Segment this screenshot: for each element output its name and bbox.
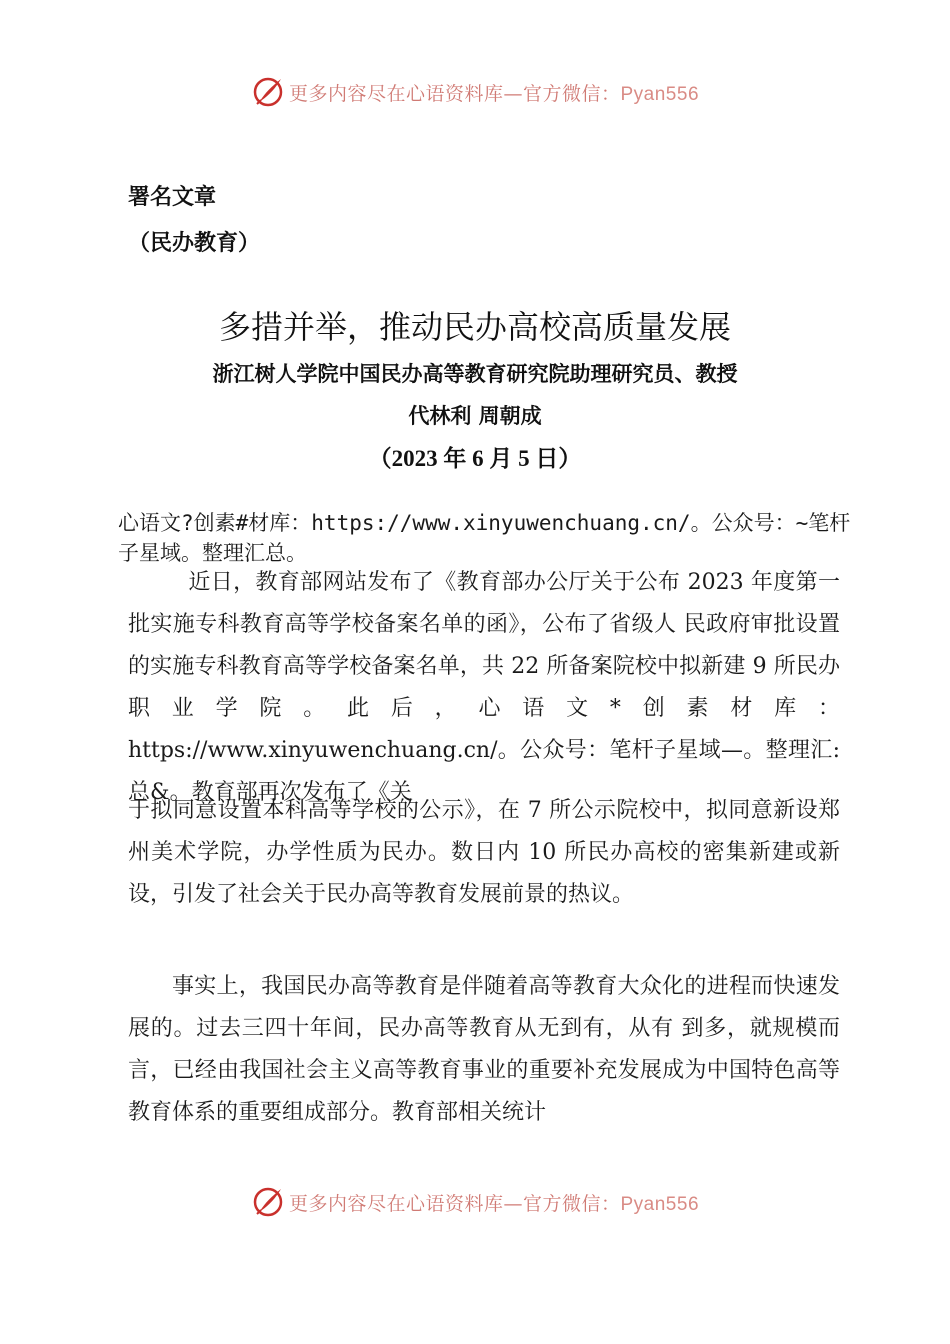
banner-text [289, 79, 699, 106]
article-title: 多措并举，推动民办高校高质量发展 [218, 308, 731, 346]
quill-pen-logo-icon [251, 75, 285, 109]
paragraph-1 [128, 562, 840, 814]
quill-pen-logo-icon [251, 1185, 285, 1219]
banner-promo: 更多内容尽在心语资料库—官方微信： [288, 82, 621, 105]
article-date: （2023 年 6 月 5 日） [368, 446, 582, 471]
watermark-line: 心语文?创素#材库：https://www.xinyuwenchuang.cn/。公众号：~笔杆子星域。整理汇总。 [118, 511, 851, 565]
paragraph-1-continued: 于拟同意设置本科高等学校的公示》，在 7 所公示院校中，拟同意新设郑州美术学院，办学性质为民办。数日内 10 所民办高校的密集新建或新设，引发了社会关于民办高等教育发展前景的热议。 [128, 798, 840, 907]
author-affiliation: 浙江树人学院中国民办高等教育研究院助理研究员、教授 [212, 361, 738, 386]
banner-account: Pyan556 [620, 83, 700, 105]
paragraph-1-text: 近日，教育部网站发布了《教育部办公厅关于公布 2023 年度第一批实施专科教育高等学校备案名单的函》，公布了省级人 民政府审批设置的实施专科教育高等学校备案名单，共 22 所备案院校中拟新建 9 所民办职业学院。此后，心语文*创素材库：https://www.xinyuwenchuang.cn/。公众号：笔杆子星域—。整理汇:总&。教育部再次发布了《关 [128, 570, 840, 805]
banner-promo: 更多内容尽在心语资料库—官方微信： [288, 1192, 621, 1215]
banner-account: Pyan556 [620, 1193, 700, 1215]
footer-banner [0, 1182, 950, 1222]
article-subcategory: （民办教育） [128, 231, 261, 256]
article-category: 署名文章 [128, 185, 217, 210]
header-banner [0, 72, 950, 112]
author-names: 代林利 周朝成 [408, 403, 542, 428]
banner-text [289, 1189, 699, 1216]
paragraph-2: 事实上，我国民办高等教育是伴随着高等教育大众化的进程而快速发展的。过去三四十年间，民办高等教育从无到有，从有 到多，就规模而言，已经由我国社会主义高等教育事业的重要补充发展成为中国特色高等教育体系的重要组成部分。教育部相关统计 [128, 974, 840, 1125]
